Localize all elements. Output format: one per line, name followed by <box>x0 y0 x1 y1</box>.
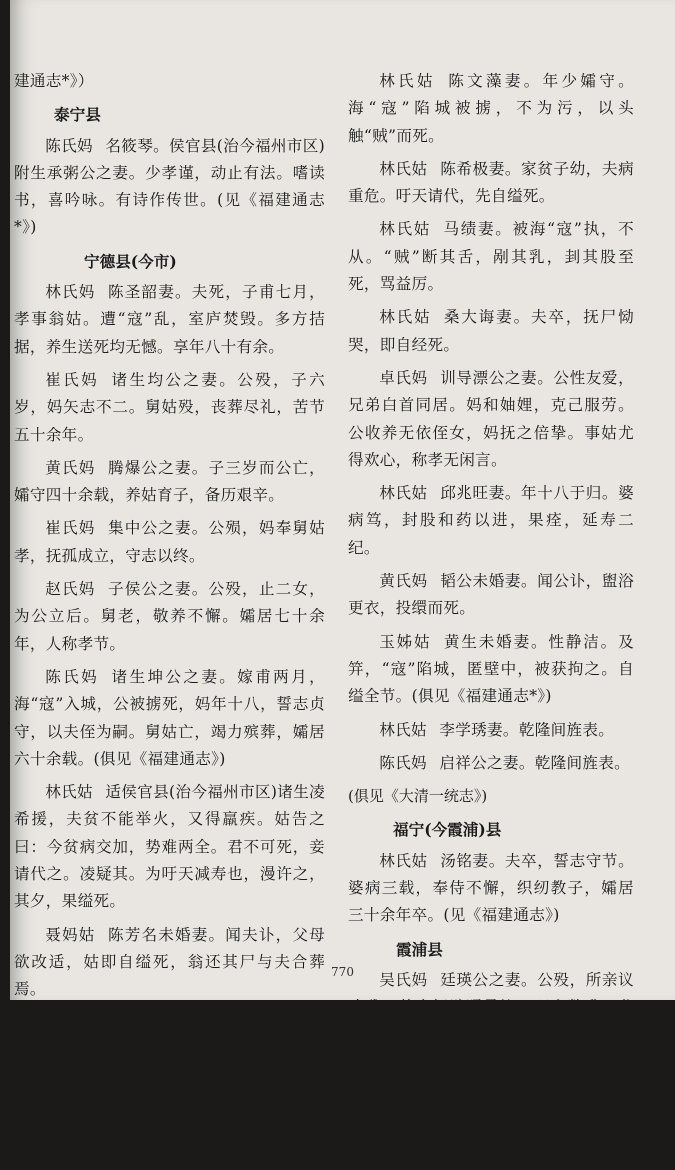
biography-entry <box>348 629 634 711</box>
biography-entry <box>348 156 634 211</box>
person-name: 吴氏妈 <box>379 970 428 989</box>
person-name: 赵氏妈 <box>45 580 96 599</box>
right-column <box>348 68 634 1170</box>
biography-text: 马绩妻。被海“寇”执，不从。“贼”断其舌，剐其乳，刲其股至死，骂益厉。 <box>348 220 634 294</box>
person-name: 林氏妈 <box>45 283 96 302</box>
person-name: 卓氏妈 <box>379 368 428 387</box>
person-name: 林氏姑 <box>379 72 436 90</box>
person-name: 聂妈姑 <box>45 925 96 944</box>
person-name: 林氏姑 <box>45 1013 99 1032</box>
person-name: 林氏姑 <box>379 220 431 239</box>
biography-entry <box>348 717 634 744</box>
biography-entry <box>14 279 325 361</box>
biography-text: 黄生未婚妻。性静洁。及笄，“寇”陷城，匿壁中，被获拘之。自缢全节。(俱见《福建通志*》) <box>348 632 634 706</box>
biography-text: 腾爆公之妻。子三岁而公亡，孀守四十余载，养姑育子，备历艰辛。 <box>14 458 325 505</box>
biography-text: 启祥公之妻。乾隆间旌表。 <box>439 753 631 772</box>
person-name: 玉姊姑 <box>379 632 432 651</box>
biography-text: 汤铭妻。夫卒，誓志守节。婆病三载，奉侍不懈，织纫教子，孀居三十余年卒。(见《福建通志》) <box>348 851 634 925</box>
biography-entry <box>14 367 325 449</box>
person-name: 林氏姑 <box>379 159 428 178</box>
biography-entry <box>14 133 325 242</box>
person-name: 陈氏妈 <box>379 753 427 772</box>
continued-text: 建通志*》） <box>14 72 94 90</box>
biography-text: 陈希极妻。家贫子幼，夫病重危。吁天请代，先自缢死。 <box>348 159 634 206</box>
biography-entry <box>348 1055 634 1164</box>
person-name: 林氏姑 <box>379 720 427 739</box>
biography-text: 韬公未婚妻。闻公讣，盥浴更衣，投缳而死。 <box>348 572 634 618</box>
person-name: 林氏姑 <box>45 783 93 802</box>
biography-entry <box>348 365 634 474</box>
biography-entry <box>14 779 325 915</box>
page-number: 770 <box>331 965 354 979</box>
person-name: 林氏姑 <box>379 308 432 327</box>
biography-entry <box>14 1010 325 1065</box>
biography-text: 陈芳名未婚妻。闻夫讣，父母欲改适，姑即自缢死，翁还其尸与夫合葬焉。 <box>14 925 325 999</box>
biography-text: 廷瑛公之妻。公殁，所亲议改醮。赴夫柩躄踊号泣，呕血数升，分其奁与诸姑诀，遂绝粒死。 <box>348 970 634 1044</box>
biography-entry <box>348 304 634 359</box>
county-heading: 宁德县(今市) <box>84 251 177 271</box>
county-heading: 福宁(今霞浦)县 <box>393 820 502 840</box>
person-name: 林氏姑 <box>379 851 428 870</box>
biography-text: 子侯公之妻。公殁，止二女，为公立后。舅老，敬养不懈。孀居七十余年，人称孝节。 <box>14 580 325 653</box>
person-name: 黄氏妈 <box>379 572 428 591</box>
biography-entry <box>348 568 634 623</box>
biography-text: 诸生均公之妻。公殁，子六岁，妈矢志不二。舅姑殁，丧葬尽礼，苦节五十余年。 <box>14 370 325 444</box>
biography-entry <box>348 967 634 1049</box>
biography-text: 陈圣韶妻。夫死，子甫七月，孝事翁姑。遭“寇”乱，室庐焚毁。多方拮据，养生送死均无憾。享年八十有余。 <box>14 283 325 356</box>
book-page <box>10 0 675 1159</box>
biography-text: 黄元昌未婚妻。值海“寇”入城，惧见辱，头触阶而死。 <box>14 1013 325 1059</box>
biography-text: 集中公之妻。公殒，妈奉舅姑孝，抚孤成立，守志以终。 <box>14 519 325 565</box>
biography-entry <box>14 515 325 570</box>
person-name: 陈氏妈 <box>45 136 93 155</box>
county-heading: 泰宁县 <box>54 105 101 125</box>
source-citation: (俱见《大清一统志》) <box>348 787 488 806</box>
person-name: 陈氏妈 <box>45 667 100 686</box>
left-column <box>14 68 325 1070</box>
biography-text: 陈文藻妻。年少孀守。海“寇”陷城被掳，不为污，以头触“贼”而死。 <box>348 72 634 145</box>
person-name: 崔氏妈 <box>45 519 96 538</box>
biography-entry <box>348 750 634 777</box>
county-heading: 霞浦县 <box>396 939 443 959</box>
person-name: 林氏姑 <box>379 1058 428 1077</box>
biography-entry <box>348 480 634 562</box>
biography-text: 适侯官县(治今福州市区)诸生凌希援，夫贫不能举火，又得羸疾。姑告之曰：今贫病交加，势难两全。君不可死，妾请代之。凌疑其。为吁天减寿也，漫许之，其夕，果缢死。 <box>14 783 325 911</box>
biography-entry <box>348 216 634 298</box>
biography-entry <box>14 664 325 773</box>
biography-entry <box>14 455 325 510</box>
biography-text: 李学琇妻。乾隆间旌表。 <box>439 720 615 739</box>
biography-text: 名筱琴。侯官县(治今福州市区)附生承粥公之妻。少孝谨，动止有法。嗜读书，喜吟咏。有诗作传世。(见《福建通志*》) <box>14 136 325 237</box>
biography-text: 邱兆旺妻。年十八于归。婆病笃，封股和药以进，果痊，延寿二纪。 <box>348 484 634 557</box>
biography-text: 桑大诲妻。夫卒，抚尸恸哭，即自经死。 <box>348 308 634 354</box>
person-name: 崔氏妈 <box>45 370 100 389</box>
biography-entry <box>348 68 634 150</box>
biography-entry <box>14 576 325 658</box>
biography-text: 李子枝未婚妻。田家女。夫家贫，未娶。夫患恶疾，未几计闻。或以改配，问慰不答，偕诸女谈笑自若，夜深 <box>348 1058 634 1159</box>
biography-entry <box>348 848 634 930</box>
biography-text: 训导漂公之妻。公性友爱，兄弟白首同居。妈和妯娌，克己服劳。公收养无依侄女，妈抚之倍挚。事姑尤得欢心，称孝无闲言。 <box>348 368 634 469</box>
biography-text: 诸生坤公之妻。嫁甫两月，海“寇”入城，公被掳死，妈年十八，誓志贞守，以夫侄为嗣。舅姑亡，竭力殡葬，孀居六十余载。(俱见《福建通志》) <box>14 667 325 768</box>
biography-entry <box>14 922 325 1004</box>
person-name: 黄氏妈 <box>45 458 96 477</box>
person-name: 林氏姑 <box>379 484 428 503</box>
